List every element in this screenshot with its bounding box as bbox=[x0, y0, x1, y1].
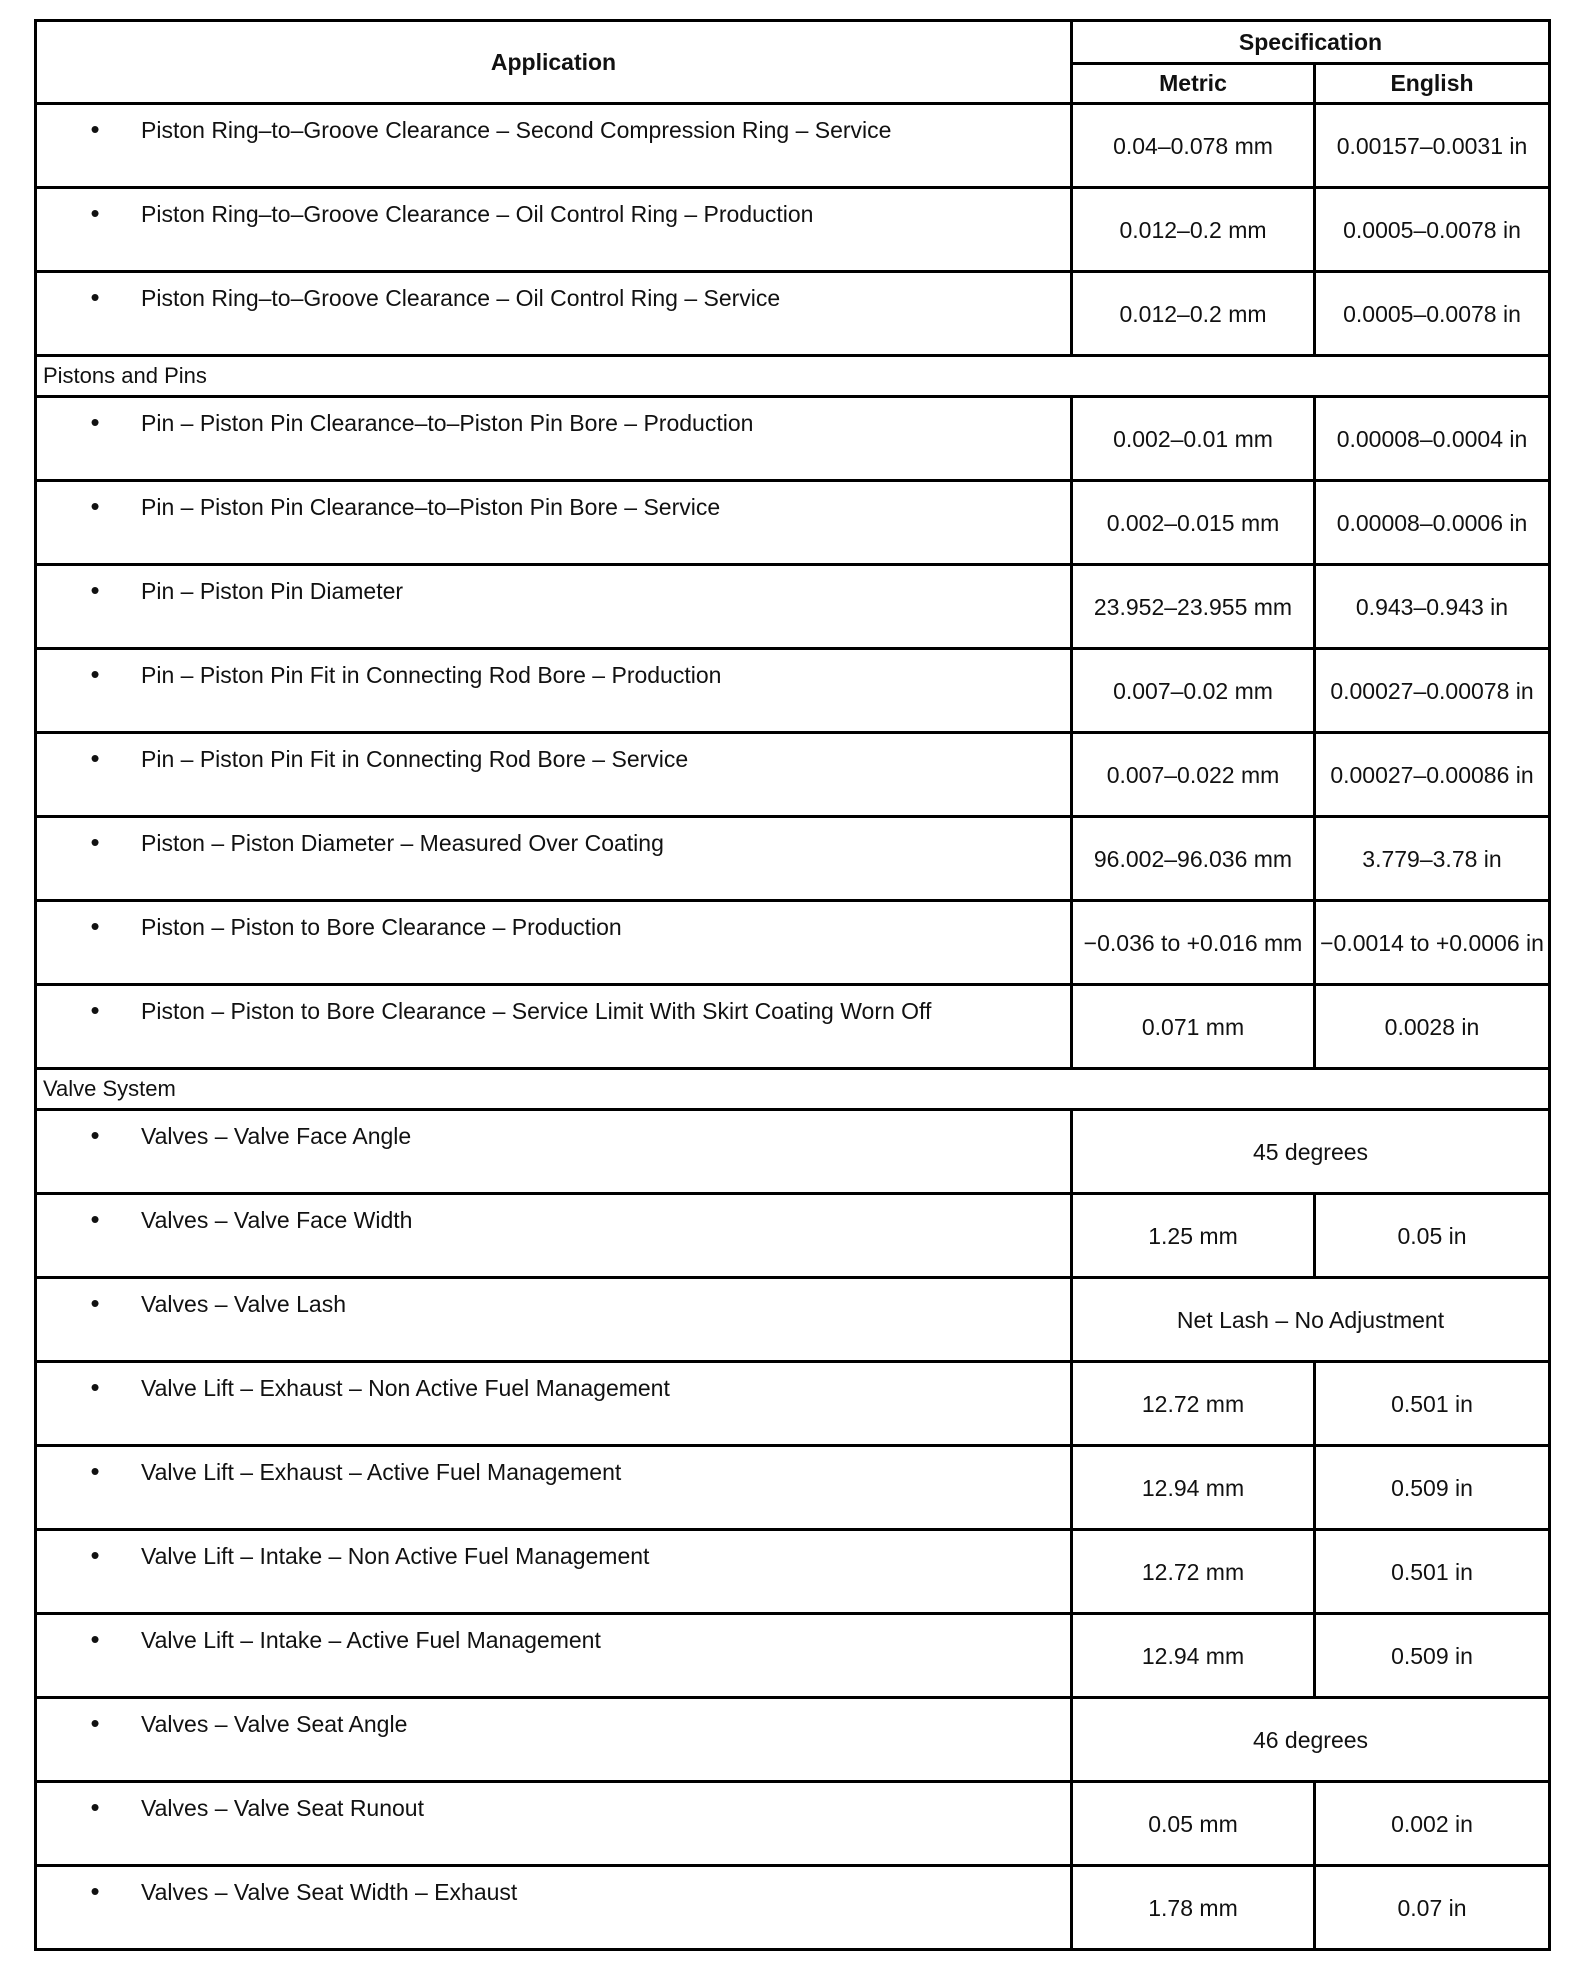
metric-cell: 0.002–0.01 mm bbox=[1072, 397, 1315, 481]
metric-cell: 1.78 mm bbox=[1072, 1866, 1315, 1950]
application-label: Pin – Piston Pin Fit in Connecting Rod Bore – Production bbox=[141, 662, 722, 688]
application-label: Valve Lift – Intake – Non Active Fuel Management bbox=[141, 1543, 650, 1569]
table-row bbox=[36, 817, 1550, 901]
english-cell: 0.07 in bbox=[1315, 1866, 1550, 1950]
application-cell bbox=[36, 817, 1072, 901]
application-label: Valve Lift – Intake – Active Fuel Management bbox=[141, 1627, 601, 1653]
table-row bbox=[36, 481, 1550, 565]
specification-header: Specification bbox=[1072, 21, 1550, 64]
metric-cell: 0.007–0.02 mm bbox=[1072, 649, 1315, 733]
metric-cell: 0.05 mm bbox=[1072, 1782, 1315, 1866]
english-cell: 0.501 in bbox=[1315, 1530, 1550, 1614]
bullet-icon: • bbox=[90, 1288, 100, 1318]
application-cell bbox=[36, 397, 1072, 481]
english-cell: 0.943–0.943 in bbox=[1315, 565, 1550, 649]
application-cell bbox=[36, 565, 1072, 649]
bullet-icon: • bbox=[90, 1876, 100, 1906]
table-row bbox=[36, 1782, 1550, 1866]
application-label: Piston – Piston to Bore Clearance – Production bbox=[141, 914, 622, 940]
table-row bbox=[36, 565, 1550, 649]
metric-cell: 12.72 mm bbox=[1072, 1530, 1315, 1614]
table-row bbox=[36, 272, 1550, 356]
application-cell bbox=[36, 1698, 1072, 1782]
english-cell: 0.0005–0.0078 in bbox=[1315, 188, 1550, 272]
english-cell: 0.0005–0.0078 in bbox=[1315, 272, 1550, 356]
english-cell: 3.779–3.78 in bbox=[1315, 817, 1550, 901]
metric-cell: 1.25 mm bbox=[1072, 1194, 1315, 1278]
english-cell: 0.0028 in bbox=[1315, 985, 1550, 1069]
english-cell: 0.509 in bbox=[1315, 1446, 1550, 1530]
english-cell: 0.00027–0.00086 in bbox=[1315, 733, 1550, 817]
specification-table bbox=[34, 19, 1551, 1951]
metric-cell: 0.012–0.2 mm bbox=[1072, 272, 1315, 356]
application-cell bbox=[36, 1530, 1072, 1614]
english-cell: −0.0014 to +0.0006 in bbox=[1315, 901, 1550, 985]
metric-header: Metric bbox=[1072, 64, 1315, 104]
application-cell bbox=[36, 188, 1072, 272]
table-row bbox=[36, 733, 1550, 817]
application-label: Piston Ring–to–Groove Clearance – Oil Control Ring – Production bbox=[141, 201, 814, 227]
application-label: Piston – Piston to Bore Clearance – Service Limit With Skirt Coating Worn Off bbox=[141, 998, 932, 1024]
bullet-icon: • bbox=[90, 1456, 100, 1486]
application-cell bbox=[36, 649, 1072, 733]
bullet-icon: • bbox=[90, 198, 100, 228]
table-row bbox=[36, 104, 1550, 188]
metric-cell: 23.952–23.955 mm bbox=[1072, 565, 1315, 649]
table-row bbox=[36, 901, 1550, 985]
table-row bbox=[36, 1446, 1550, 1530]
section-title: Pistons and Pins bbox=[36, 356, 1550, 397]
metric-cell: 0.071 mm bbox=[1072, 985, 1315, 1069]
bullet-icon: • bbox=[90, 1372, 100, 1402]
english-cell: 0.05 in bbox=[1315, 1194, 1550, 1278]
section-row bbox=[36, 356, 1550, 397]
table-row bbox=[36, 985, 1550, 1069]
bullet-icon: • bbox=[90, 743, 100, 773]
application-cell bbox=[36, 1278, 1072, 1362]
combined-spec-cell: Net Lash – No Adjustment bbox=[1072, 1278, 1550, 1362]
metric-cell: 12.94 mm bbox=[1072, 1446, 1315, 1530]
table-row bbox=[36, 1530, 1550, 1614]
bullet-icon: • bbox=[90, 491, 100, 521]
metric-cell: 96.002–96.036 mm bbox=[1072, 817, 1315, 901]
bullet-icon: • bbox=[90, 407, 100, 437]
application-label: Piston Ring–to–Groove Clearance – Oil Control Ring – Service bbox=[141, 285, 781, 311]
bullet-icon: • bbox=[90, 575, 100, 605]
table-header bbox=[36, 21, 1550, 104]
application-cell bbox=[36, 1194, 1072, 1278]
combined-spec-cell: 45 degrees bbox=[1072, 1110, 1550, 1194]
application-label: Valves – Valve Lash bbox=[141, 1291, 346, 1317]
application-label: Valve Lift – Exhaust – Active Fuel Management bbox=[141, 1459, 622, 1485]
metric-cell: 0.007–0.022 mm bbox=[1072, 733, 1315, 817]
table-row bbox=[36, 397, 1550, 481]
bullet-icon: • bbox=[90, 995, 100, 1025]
application-cell bbox=[36, 1446, 1072, 1530]
metric-cell: 0.04–0.078 mm bbox=[1072, 104, 1315, 188]
table-body bbox=[36, 104, 1550, 1950]
application-cell bbox=[36, 985, 1072, 1069]
section-row bbox=[36, 1069, 1550, 1110]
bullet-icon: • bbox=[90, 1120, 100, 1150]
bullet-icon: • bbox=[90, 114, 100, 144]
table-row bbox=[36, 1866, 1550, 1950]
application-label: Valve Lift – Exhaust – Non Active Fuel Management bbox=[141, 1375, 670, 1401]
bullet-icon: • bbox=[90, 659, 100, 689]
application-label: Piston – Piston Diameter – Measured Over Coating bbox=[141, 830, 664, 856]
application-cell bbox=[36, 1110, 1072, 1194]
application-header: Application bbox=[36, 21, 1072, 104]
application-cell bbox=[36, 1782, 1072, 1866]
metric-cell: −0.036 to +0.016 mm bbox=[1072, 901, 1315, 985]
application-cell bbox=[36, 272, 1072, 356]
english-header: English bbox=[1315, 64, 1550, 104]
table-row bbox=[36, 1362, 1550, 1446]
english-cell: 0.509 in bbox=[1315, 1614, 1550, 1698]
metric-cell: 0.012–0.2 mm bbox=[1072, 188, 1315, 272]
english-cell: 0.00008–0.0004 in bbox=[1315, 397, 1550, 481]
application-label: Pin – Piston Pin Clearance–to–Piston Pin Bore – Production bbox=[141, 410, 754, 436]
application-label: Pin – Piston Pin Fit in Connecting Rod Bore – Service bbox=[141, 746, 689, 772]
application-cell bbox=[36, 901, 1072, 985]
application-label: Valves – Valve Seat Width – Exhaust bbox=[141, 1879, 518, 1905]
table-row bbox=[36, 1278, 1550, 1362]
bullet-icon: • bbox=[90, 911, 100, 941]
table-row bbox=[36, 1614, 1550, 1698]
application-cell bbox=[36, 481, 1072, 565]
application-cell bbox=[36, 1866, 1072, 1950]
english-cell: 0.00008–0.0006 in bbox=[1315, 481, 1550, 565]
table-row bbox=[36, 188, 1550, 272]
application-cell bbox=[36, 733, 1072, 817]
bullet-icon: • bbox=[90, 1204, 100, 1234]
table-row bbox=[36, 1194, 1550, 1278]
table-row bbox=[36, 1698, 1550, 1782]
application-label: Valves – Valve Seat Runout bbox=[141, 1795, 424, 1821]
bullet-icon: • bbox=[90, 1792, 100, 1822]
bullet-icon: • bbox=[90, 1708, 100, 1738]
application-cell bbox=[36, 104, 1072, 188]
english-cell: 0.002 in bbox=[1315, 1782, 1550, 1866]
application-label: Pin – Piston Pin Clearance–to–Piston Pin Bore – Service bbox=[141, 494, 721, 520]
bullet-icon: • bbox=[90, 827, 100, 857]
application-label: Piston Ring–to–Groove Clearance – Second Compression Ring – Service bbox=[141, 117, 892, 143]
metric-cell: 0.002–0.015 mm bbox=[1072, 481, 1315, 565]
english-cell: 0.501 in bbox=[1315, 1362, 1550, 1446]
application-cell bbox=[36, 1362, 1072, 1446]
application-label: Pin – Piston Pin Diameter bbox=[141, 578, 404, 604]
english-cell: 0.00157–0.0031 in bbox=[1315, 104, 1550, 188]
english-cell: 0.00027–0.00078 in bbox=[1315, 649, 1550, 733]
application-label: Valves – Valve Face Angle bbox=[141, 1123, 412, 1149]
bullet-icon: • bbox=[90, 1540, 100, 1570]
table-row bbox=[36, 1110, 1550, 1194]
section-title: Valve System bbox=[36, 1069, 1550, 1110]
metric-cell: 12.94 mm bbox=[1072, 1614, 1315, 1698]
bullet-icon: • bbox=[90, 1624, 100, 1654]
application-label: Valves – Valve Seat Angle bbox=[141, 1711, 408, 1737]
bullet-icon: • bbox=[90, 282, 100, 312]
application-label: Valves – Valve Face Width bbox=[141, 1207, 413, 1233]
table-row bbox=[36, 649, 1550, 733]
application-cell bbox=[36, 1614, 1072, 1698]
combined-spec-cell: 46 degrees bbox=[1072, 1698, 1550, 1782]
metric-cell: 12.72 mm bbox=[1072, 1362, 1315, 1446]
